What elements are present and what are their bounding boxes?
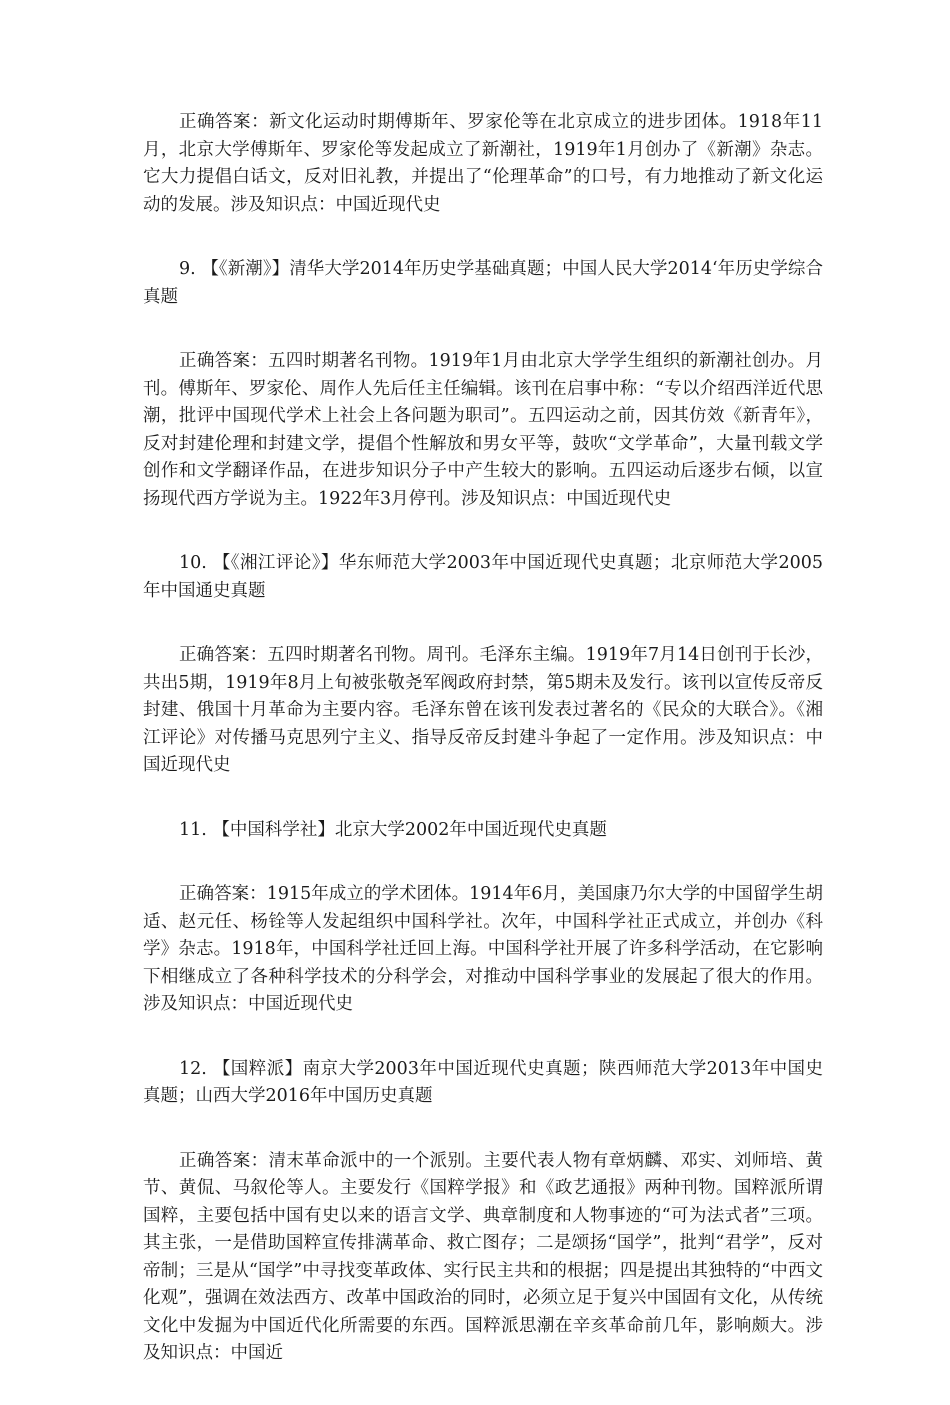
answer-paragraph: 正确答案：五四时期著名刊物。1919年1月由北京大学学生组织的新潮社创办。月刊。傅斯年、罗家伦、周作人先后任主任编辑。该刊在启事中称：“专以介绍西洋近代思潮，批评中国现代学术上社会上各问题为职司”。五四运动之前，因其仿效《新青年》，反对封建伦理和封建文学，提倡个性解放和男女平等，鼓吹“文学革命”，大量刊载文学创作和文学翻译作品，在进步知识分子中产生较大的影响。五四运动后逐步右倾，以宣扬现代西方学说为主。1922年3月停刊。涉及知识点：中国近现代史 (143, 351, 823, 509)
answer-paragraph: 正确答案：五四时期著名刊物。周刊。毛泽东主编。1919年7月14日创刊于长沙，共出5期，1919年8月上旬被张敬尧军阀政府封禁，第5期未及发行。该刊以宣传反帝反封建、俄国十月革命为主要内容。毛泽东曾在该刊发表过著名的《民众的大联合》。《湘江评论》对传播马克思列宁主义、指导反帝反封建斗争起了一定作用。涉及知识点：中国近现代史 (143, 645, 823, 775)
question-heading: 12. 【国粹派】南京大学2003年中国近现代史真题；陕西师范大学2013年中国史真题；山西大学2016年中国历史真题 (143, 1058, 823, 1106)
document-page (143, 109, 823, 1405)
answer-paragraph: 正确答案：清末革命派中的一个派别。主要代表人物有章炳麟、邓实、刘师培、黄节、黄侃、马叙伦等人。主要发行《国粹学报》和《政艺通报》两种刊物。国粹派所谓国粹，主要包括中国有史以来的语言文学、典章制度和人物事迹的“可为法式者”三项。其主张，一是借助国粹宣传排满革命、救亡图存；二是颂扬“国学”，批判“君学”，反对帝制；三是从“国学”中寻找变革政体、实行民主共和的根据；四是提出其独特的“中西文化观”，强调在效法西方、改革中国政治的同时，必须立足于复兴中国固有文化，从传统文化中发掘为中国近代化所需要的东西。国粹派思潮在辛亥革命前几年，影响颇大。涉及知识点：中国近 (143, 1150, 823, 1363)
question-heading: 11. 【中国科学社】北京大学2002年中国近现代史真题 (179, 819, 607, 840)
answer-paragraph: 正确答案：新文化运动时期傅斯年、罗家伦等在北京成立的进步团体。1918年11月，北京大学傅斯年、罗家伦等发起成立了新潮社，1919年1月创办了《新潮》杂志。它大力提倡白话文，反对旧礼教，并提出了“伦理革命”的口号，有力地推动了新文化运动的发展。涉及知识点：中国近现代史 (143, 112, 823, 215)
question-heading: 9. 【《新潮》】清华大学2014年历史学基础真题；中国人民大学2014‘年历史学综合真题 (143, 259, 823, 307)
answer-paragraph: 正确答案：1915年成立的学术团体。1914年6月，美国康乃尔大学的中国留学生胡适、赵元任、杨铨等人发起组织中国科学社。次年，中国科学社正式成立，并创办《科学》杂志。1918年，中国科学社迁回上海。中国科学社开展了许多科学活动，在它影响下相继成立了各种科学技术的分科学会，对推动中国科学事业的发展起了很大的作用。涉及知识点：中国近现代史 (143, 884, 823, 1014)
question-heading: 10. 【《湘江评论》】华东师范大学2003年中国近现代史真题；北京师范大学2005年中国通史真题 (143, 553, 823, 601)
